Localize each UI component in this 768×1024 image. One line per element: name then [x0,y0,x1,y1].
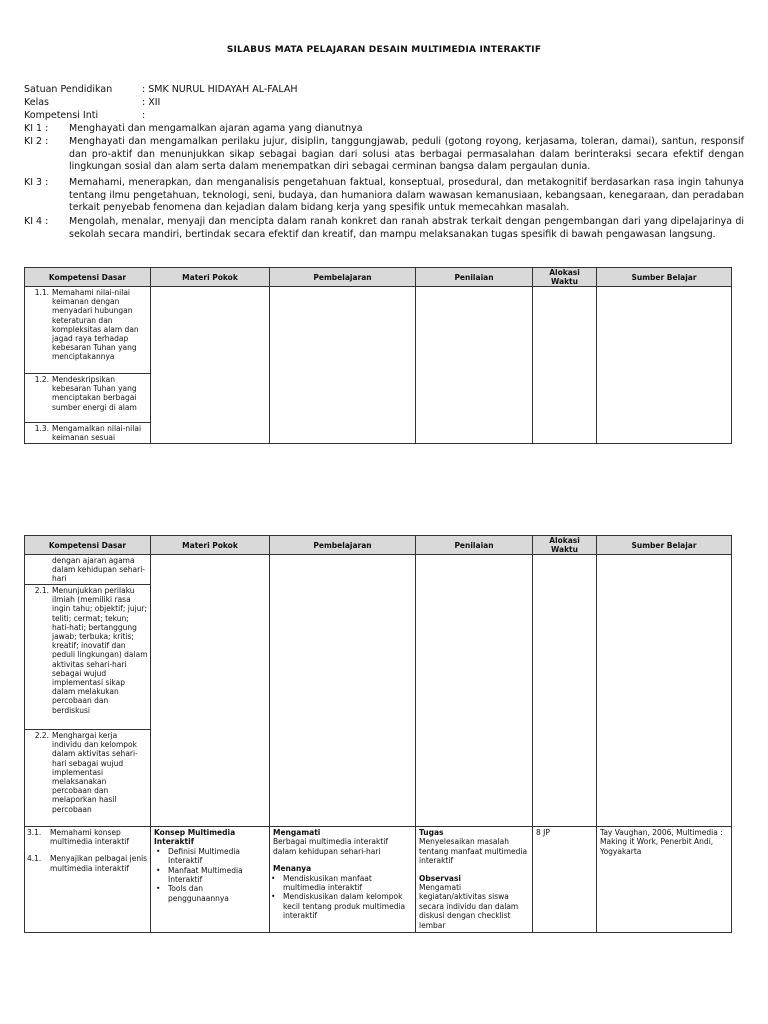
list-item: • Definisi Multimedia Interaktif [168,847,266,866]
ki-text: Memahami, menerapkan, dan menganalisis pengetahuan faktual, konseptual, prosedural, dan metakognitif berdasarkan rasa ingin tahunya tentang ilmu pengetahuan, teknologi, seni, budaya, dan humaniora dalam wawasan kemanusiaan, kebangsaan, kenegaraan, dan peradaban terkait penyebab fenomena dan kejadian dalam bidang kerja yang spesifik untuk memecahkan masalah. [69,177,744,213]
header-pembelajaran: Pembelajaran [270,536,416,555]
mengamati-title: Mengamati [273,828,321,837]
kd-item [25,287,150,374]
kd-cell [25,827,151,933]
table-header-row [25,536,732,555]
document-title: SILABUS MATA PELAJARAN DESAIN MULTIMEDIA INTERAKTIF [226,45,542,55]
ki-code: KI 2 : [24,136,49,147]
materi-title: Konsep Multimedia Interaktif [154,828,236,847]
header-penilaian: Penilaian [416,268,533,287]
materi-cell [151,827,270,933]
kd-item [25,730,150,826]
observasi-title: Observasi [419,873,461,883]
info-label: Kelas [24,97,50,108]
header-penilaian: Penilaian [416,536,533,555]
pembelajaran-cell [270,555,416,827]
kd-text: Mendeskripsikan kebesaran Tuhan yang menciptakan berbagai sumber energi di alam [52,375,137,412]
ki-code: KI 1 : [24,123,49,134]
kd-item [25,423,150,443]
penilaian-cell [416,555,533,827]
kd-text: Menghargai kerja individu dan kelompok dalam aktivitas sehari-hari sebagai wujud implementasi melaksanakan percobaan dan melaporkan hasil percobaan [52,731,138,814]
kd-cell [25,555,151,827]
penilaian-cell [416,287,533,444]
info-label: Satuan Pendidikan [24,84,113,95]
table-row [25,827,732,933]
ki-1 [24,123,744,136]
ki-text: Mengolah, menalar, menyaji dan mencipta dalam ranah konkret dan ranah abstrak terkait dengan pengembangan dari yang dipelajarinya di sekolah secara mandiri, bertindak secara efektif dan kreatif, dan mampu melaksanakan tugas spesifik di bawah pengawasan langsung. [69,216,744,240]
header-pembelajaran: Pembelajaran [270,268,416,287]
header-kompetensi-dasar: Kompetensi Dasar [25,536,151,555]
sumber-cell [597,555,732,827]
pembelajaran-cell [270,827,416,933]
menanya-title: Menanya [273,864,312,874]
table-row [25,287,732,444]
header-alokasi-waktu: Alokasi Waktu [533,268,597,287]
kd-text: dengan ajaran agama dalam kehidupan sehari-hari [52,556,146,584]
kd-item [25,555,150,585]
header-alokasi-waktu: Alokasi Waktu [533,536,597,555]
kd-number: 2.1. [34,586,49,595]
alokasi-cell [533,827,597,933]
header-materi-pokok: Materi Pokok [151,536,270,555]
info-value: : XII [142,97,161,108]
kd-text: Memahami nilai-nilai keimanan dengan menyadari hubungan keteraturan dan kompleksitas alam dan jagad raya terhadap kebesaran Tuhan yang menciptakannya [52,288,139,362]
kd-number: 4.1. [27,854,42,864]
tugas-text: Menyelesaikan masalah tentang manfaat multimedia interaktif [419,837,528,866]
kd-item [25,585,150,730]
list-item: • Manfaat Multimedia Interaktif [168,866,266,885]
table-row [25,555,732,827]
ki-2 [24,136,744,174]
materi-cell [151,555,270,827]
info-kompetensi-inti [24,110,145,122]
alokasi-value: 8 JP [536,828,550,837]
kd-group [25,827,150,874]
silabus-table-1 [24,267,732,444]
mengamati-text: Berbagai multimedia interaktif dalam kehidupan sehari-hari [273,837,389,856]
kd-text: Menyajikan pelbagai jenis multimedia interaktif [50,854,148,873]
kd-item [27,854,148,872]
kd-number: 3.1. [27,828,42,837]
kd-number: 2.2. [34,731,49,740]
ki-text: Menghayati dan mengamalkan ajaran agama yang dianutnya [69,123,363,134]
kd-text: Memahami konsep multimedia interaktif [50,828,129,847]
list-item: • Mendiskusikan dalam kelompok kecil tentang produk multimedia interaktif [283,892,412,920]
penilaian-cell [416,827,533,933]
alokasi-cell [533,287,597,444]
info-kelas [24,97,160,109]
kd-item [27,828,148,846]
tugas-title: Tugas [419,828,444,837]
list-item: • Tools dan penggunaannya [168,884,266,903]
kd-number: 1.3. [34,424,49,433]
menanya-list [273,874,412,921]
info-value: : [142,110,146,121]
info-value: : SMK NURUL HIDAYAH AL-FALAH [142,84,298,95]
pembelajaran-cell [270,287,416,444]
header-kompetensi-dasar: Kompetensi Dasar [25,268,151,287]
kd-text: Mengamalkan nilai-nilai keimanan sesuai [52,424,142,443]
materi-list [154,847,266,903]
materi-cell [151,287,270,444]
alokasi-cell [533,555,597,827]
kd-cell [25,287,151,444]
kd-number: 1.2. [34,375,49,384]
header-sumber-belajar: Sumber Belajar [597,268,732,287]
sumber-cell [597,827,732,933]
info-satuan [24,84,298,96]
ki-code: KI 4 : [24,216,49,227]
sumber-cell [597,287,732,444]
header-materi-pokok: Materi Pokok [151,268,270,287]
ki-4 [24,216,744,241]
sumber-value: Tay Vaughan, 2006, Multimedia : Making it Work, Penerbit Andi, Yogyakarta [600,828,723,856]
header-sumber-belajar: Sumber Belajar [597,536,732,555]
kd-text: Menunjukkan perilaku ilmiah (memiliki rasa ingin tahu; objektif; jujur; teliti; cermat; tekun; hati-hati; bertanggung jawab; terbuka; kritis; kreatif; inovatif dan peduli lingkungan) dalam aktivitas sehari-hari sebagai wujud implementasi sikap dalam melakukan percobaan dan berdiskusi [52,586,148,715]
list-item: • Mendiskusikan manfaat multimedia interaktif [283,874,412,893]
ki-3 [24,177,744,215]
observasi-text: Mengamati kegiatan/aktivitas siswa secara individu dan dalam diskusi dengan checklist lembar [419,883,519,930]
silabus-table-2 [24,535,732,933]
kd-number: 1.1. [34,288,49,297]
kd-item [25,374,150,423]
table-header-row [25,268,732,287]
info-label: Kompetensi Inti [24,110,99,121]
kd-number [27,556,52,584]
ki-text: Menghayati dan mengamalkan perilaku jujur, disiplin, tanggungjawab, peduli (gotong royong, kerjasama, toleran, damai), santun, responsif dan pro-aktif dan menunjukkan sikap sebagai bagian dari solusi atas berbagai permasalahan dalam berinteraksi secara efektif dengan lingkungan sosial dan alam serta dalam menempatkan diri sebagai cerminan bangsa dalam pergaulan dunia. [69,136,744,172]
ki-code: KI 3 : [24,177,49,188]
